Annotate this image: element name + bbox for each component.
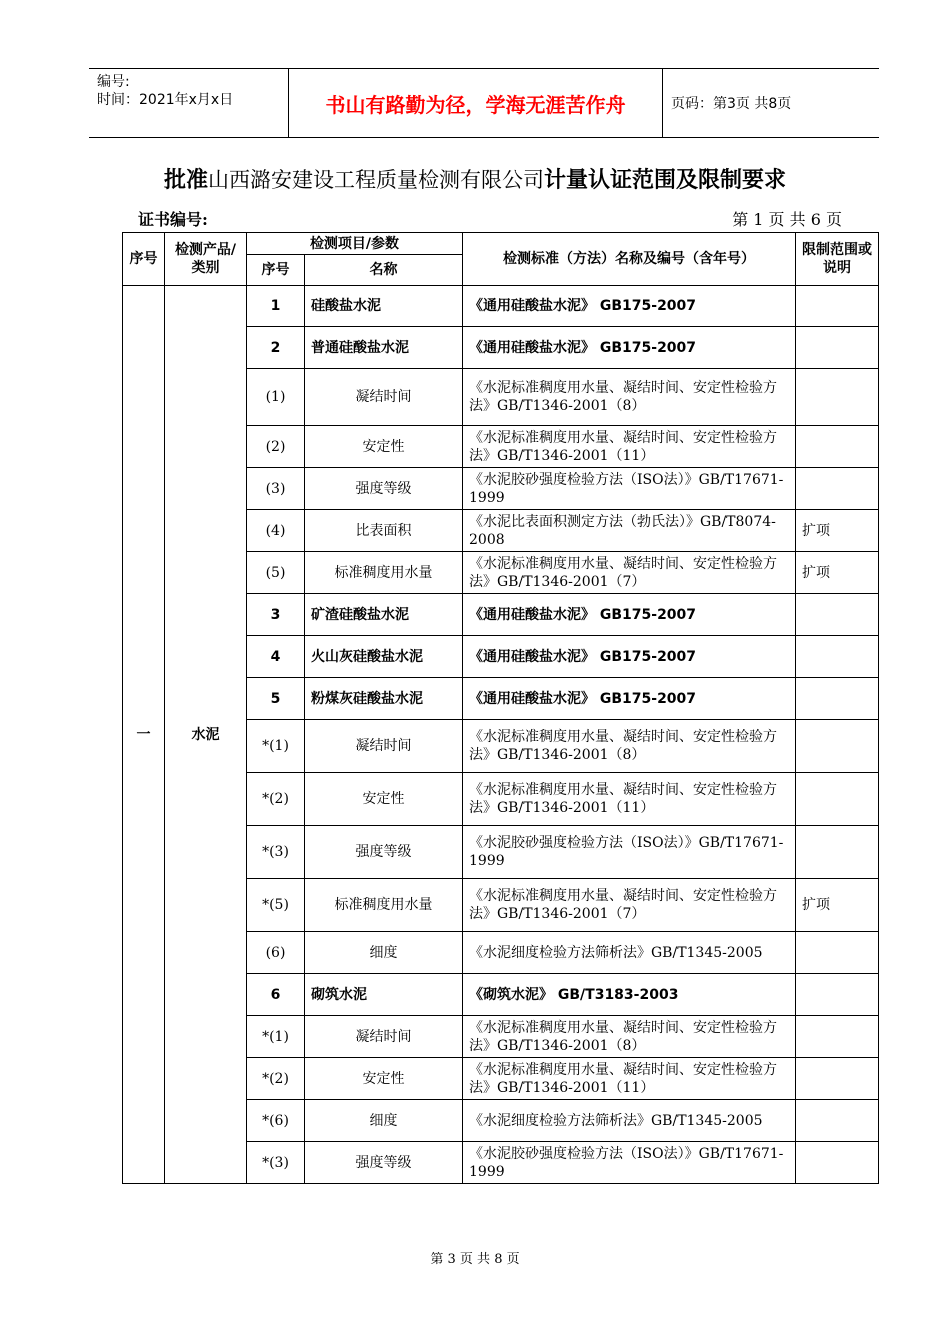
item-seq: 1 (247, 286, 305, 327)
motto: 书山有路勤为径，学海无涯苦作舟 (289, 69, 663, 137)
title-approve: 批准 (163, 167, 208, 193)
item-limit (796, 426, 879, 468)
item-limit: 扩项 (796, 510, 879, 552)
title-suffix: 计量认证范围及限制要求 (544, 167, 787, 193)
item-seq: *(5) (247, 879, 305, 932)
scope-table (122, 232, 879, 1184)
title-company: 山西潞安建设工程质量检测有限公司 (208, 168, 544, 192)
item-limit (796, 1058, 879, 1100)
item-name: 安定性 (305, 426, 463, 468)
item-limit (796, 636, 879, 678)
item-standard: 《水泥标准稠度用水量、凝结时间、安定性检验方法》GB/T1346-2001（7） (463, 552, 796, 594)
cert-row (138, 207, 842, 227)
item-name: 细度 (305, 1100, 463, 1142)
item-name: 粉煤灰硅酸盐水泥 (305, 678, 463, 720)
page-header (89, 68, 879, 138)
item-name: 细度 (305, 932, 463, 974)
item-seq: 4 (247, 636, 305, 678)
item-name: 普通硅酸盐水泥 (305, 327, 463, 369)
item-limit (796, 286, 879, 327)
item-seq: *(6) (247, 1100, 305, 1142)
item-limit (796, 1016, 879, 1058)
header-limit: 限制范围或说明 (796, 233, 879, 286)
item-limit (796, 974, 879, 1016)
header-standard: 检测标准（方法）名称及编号（含年号） (463, 233, 796, 286)
item-seq: 3 (247, 594, 305, 636)
item-limit (796, 327, 879, 369)
item-limit (796, 1100, 879, 1142)
item-limit (796, 468, 879, 510)
item-standard: 《水泥标准稠度用水量、凝结时间、安定性检验方法》GB/T1346-2001（8） (463, 1016, 796, 1058)
item-name: 硅酸盐水泥 (305, 286, 463, 327)
header-left (89, 69, 289, 137)
item-standard: 《水泥细度检验方法筛析法》GB/T1345-2005 (463, 1100, 796, 1142)
item-seq: (4) (247, 510, 305, 552)
item-seq: *(3) (247, 826, 305, 879)
item-standard: 《通用硅酸盐水泥》 GB175-2007 (463, 594, 796, 636)
item-name: 强度等级 (305, 826, 463, 879)
item-limit (796, 1142, 879, 1184)
item-standard: 《水泥标准稠度用水量、凝结时间、安定性检验方法》GB/T1346-2001（11） (463, 426, 796, 468)
item-standard: 《水泥比表面积测定方法（勃氏法）》GB/T8074-2008 (463, 510, 796, 552)
cert-page: 第 1 页 共 6 页 (732, 210, 842, 229)
item-name: 凝结时间 (305, 720, 463, 773)
item-name: 安定性 (305, 1058, 463, 1100)
item-seq: 5 (247, 678, 305, 720)
item-limit: 扩项 (796, 552, 879, 594)
item-limit (796, 720, 879, 773)
item-limit (796, 678, 879, 720)
group-product: 水泥 (165, 286, 247, 1184)
item-standard: 《水泥标准稠度用水量、凝结时间、安定性检验方法》GB/T1346-2001（7） (463, 879, 796, 932)
page-footer: 第 3 页 共 8 页 (430, 1252, 520, 1267)
item-seq: (3) (247, 468, 305, 510)
table-row (123, 286, 879, 327)
item-name: 标准稠度用水量 (305, 879, 463, 932)
item-name: 凝结时间 (305, 1016, 463, 1058)
item-standard: 《水泥标准稠度用水量、凝结时间、安定性检验方法》GB/T1346-2001（11） (463, 773, 796, 826)
item-name: 标准稠度用水量 (305, 552, 463, 594)
item-seq: (6) (247, 932, 305, 974)
number-label: 编号: (97, 74, 130, 90)
item-standard: 《通用硅酸盐水泥》 GB175-2007 (463, 286, 796, 327)
item-name: 砌筑水泥 (305, 974, 463, 1016)
item-standard: 《通用硅酸盐水泥》 GB175-2007 (463, 327, 796, 369)
item-name: 强度等级 (305, 468, 463, 510)
header-items: 检测项目/参数 (247, 233, 463, 255)
item-name: 强度等级 (305, 1142, 463, 1184)
item-standard: 《通用硅酸盐水泥》 GB175-2007 (463, 636, 796, 678)
item-seq: (5) (247, 552, 305, 594)
item-name: 比表面积 (305, 510, 463, 552)
document-title (0, 163, 950, 194)
item-standard: 《通用硅酸盐水泥》 GB175-2007 (463, 678, 796, 720)
item-standard: 《水泥胶砂强度检验方法（ISO法）》GB/T17671-1999 (463, 826, 796, 879)
item-seq: (2) (247, 426, 305, 468)
item-name: 火山灰硅酸盐水泥 (305, 636, 463, 678)
header-item-name: 名称 (305, 255, 463, 286)
item-standard: 《水泥标准稠度用水量、凝结时间、安定性检验方法》GB/T1346-2001（11） (463, 1058, 796, 1100)
header-item-seq: 序号 (247, 255, 305, 286)
item-seq: 6 (247, 974, 305, 1016)
item-seq: *(2) (247, 773, 305, 826)
item-seq: 2 (247, 327, 305, 369)
item-limit (796, 932, 879, 974)
item-seq: *(1) (247, 1016, 305, 1058)
item-limit (796, 826, 879, 879)
item-name: 安定性 (305, 773, 463, 826)
item-standard: 《水泥标准稠度用水量、凝结时间、安定性检验方法》GB/T1346-2001（8） (463, 720, 796, 773)
item-seq: *(3) (247, 1142, 305, 1184)
item-standard: 《砌筑水泥》 GB/T3183-2003 (463, 974, 796, 1016)
item-name: 矿渣硅酸盐水泥 (305, 594, 463, 636)
group-seq: 一 (123, 286, 165, 1184)
page-info: 页码：第3页 共8页 (671, 96, 792, 112)
time-label: 时间：2021年x月x日 (97, 92, 234, 108)
item-limit (796, 594, 879, 636)
item-standard: 《水泥胶砂强度检验方法（ISO法）》GB/T17671-1999 (463, 468, 796, 510)
item-seq: *(1) (247, 720, 305, 773)
item-seq: (1) (247, 369, 305, 426)
item-seq: *(2) (247, 1058, 305, 1100)
header-seq: 序号 (123, 233, 165, 286)
item-standard: 《水泥胶砂强度检验方法（ISO法）》GB/T17671-1999 (463, 1142, 796, 1184)
item-limit (796, 369, 879, 426)
item-standard: 《水泥标准稠度用水量、凝结时间、安定性检验方法》GB/T1346-2001（8） (463, 369, 796, 426)
item-limit (796, 773, 879, 826)
header-product: 检测产品/类别 (165, 233, 247, 286)
cert-label: 证书编号: (138, 210, 208, 229)
item-name: 凝结时间 (305, 369, 463, 426)
item-limit: 扩项 (796, 879, 879, 932)
item-standard: 《水泥细度检验方法筛析法》GB/T1345-2005 (463, 932, 796, 974)
